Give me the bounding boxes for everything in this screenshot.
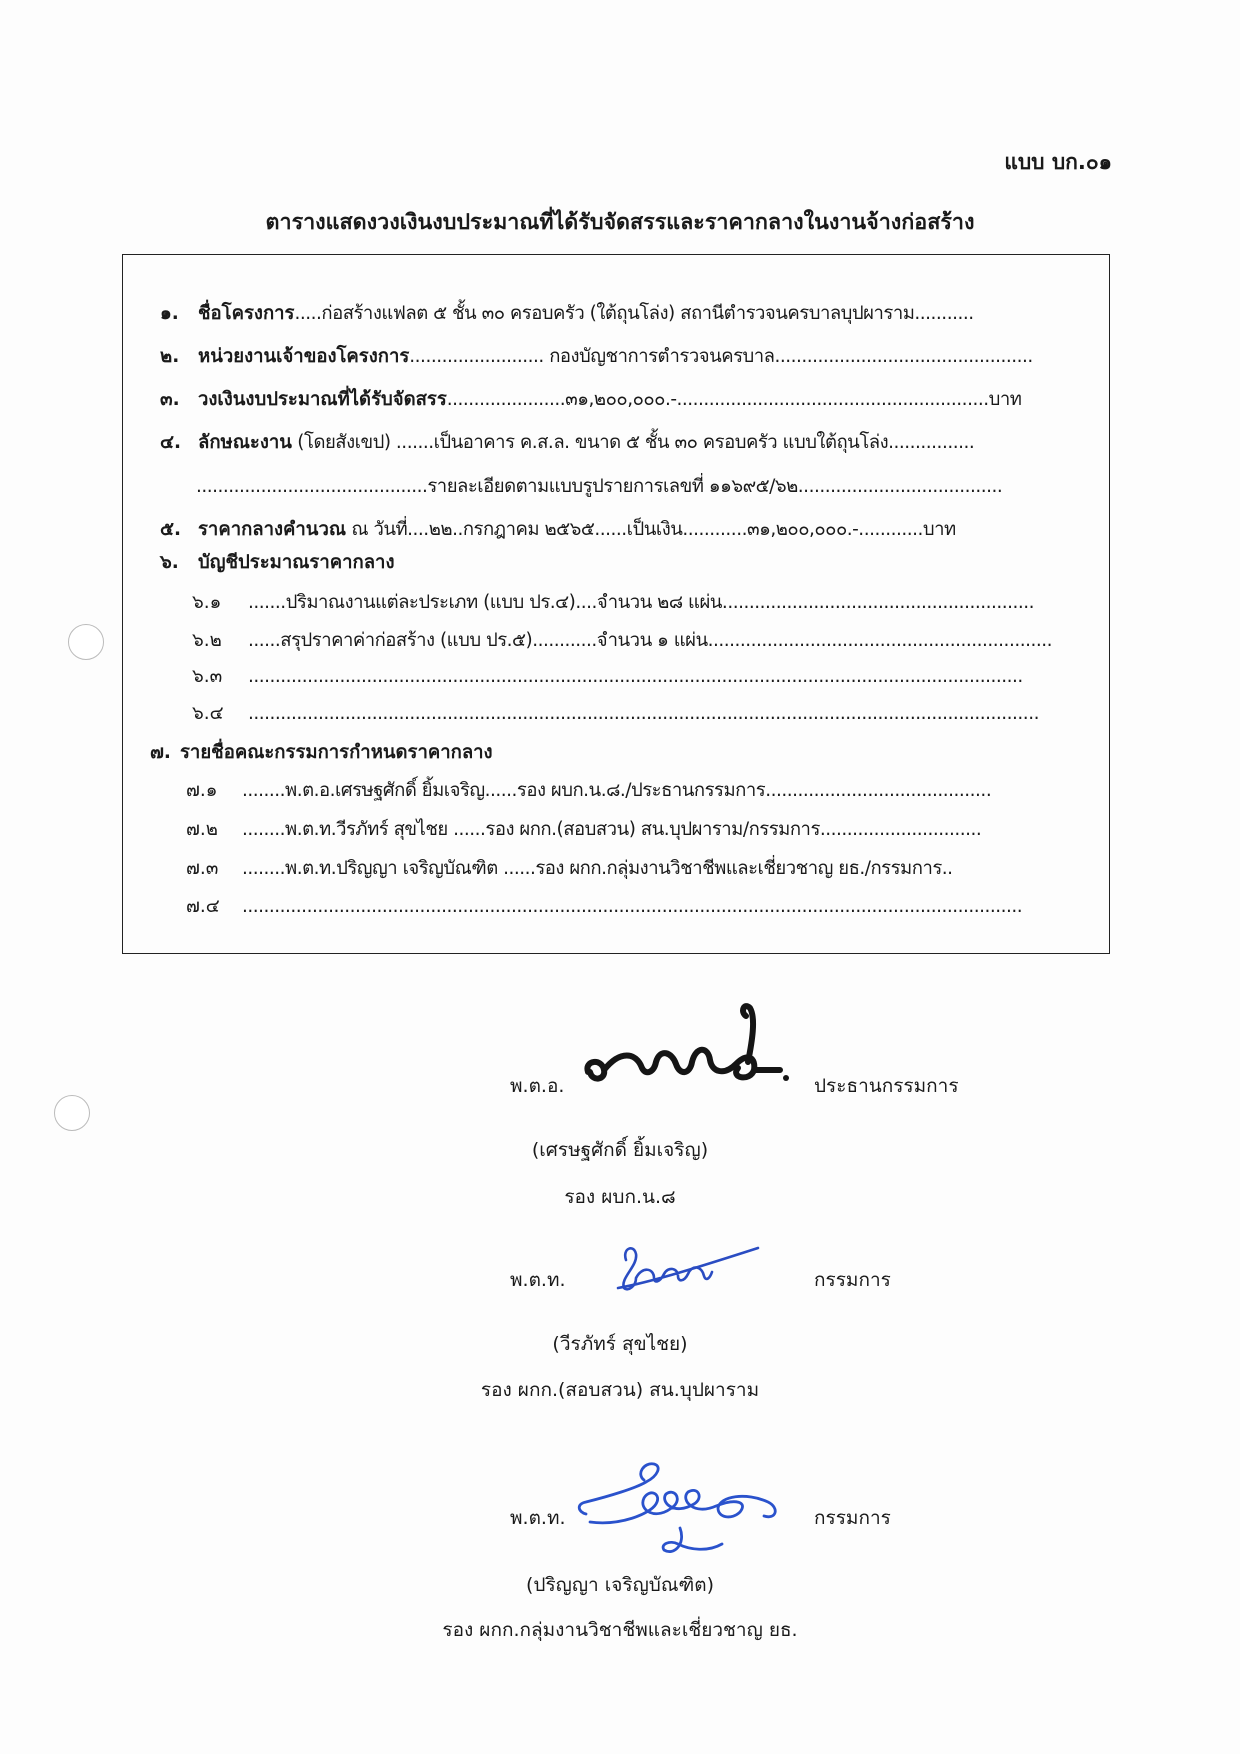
item-number: ๑.	[160, 303, 179, 324]
item-number: ๓.	[160, 389, 180, 410]
item-value: ......................๓๑,๒๐๐,๐๐๐.-..........................................................บาท	[446, 389, 1022, 410]
sub-item-text: ......สรุปราคาค่าก่อสร้าง (แบบ ปร.๕)............จำนวน ๑ แผ่น................................................................	[248, 630, 1052, 651]
item-label: ราคากลางคำนวณ	[198, 519, 347, 540]
signature-name: (วีรภัทร์ สุขไชย)	[552, 1333, 688, 1355]
sub-item-number: ๖.๔	[192, 703, 224, 724]
item-median-price	[160, 517, 956, 543]
sub-item-number: ๗.๓	[186, 858, 219, 879]
item-number: ๒.	[160, 346, 180, 367]
form-code: แบบ บก.๐๑	[1004, 150, 1112, 174]
item-label: หน่วยงานเจ้าของโครงการ	[198, 346, 410, 367]
signature-position: รอง ผบก.น.๘	[564, 1186, 676, 1208]
item-value-continued: ...........................................รายละเอียดตามแบบรูปรายการเลขที่ ๑๑๖๙๕/๖๒......................................	[196, 476, 1003, 497]
signature-committee-1	[612, 1226, 762, 1301]
item-owner-agency	[160, 344, 1033, 370]
item-value: ......................... กองบัญชาการตำรวจนครบาล................................................	[409, 346, 1033, 367]
sub-item	[186, 894, 1022, 920]
signature-name: (เศรษฐศักดิ์ ยิ้มเจริญ)	[531, 1139, 709, 1161]
sub-item	[186, 778, 991, 804]
signature-chairman	[580, 1002, 790, 1092]
item-number: ๕.	[160, 519, 182, 540]
signature-role: ประธานกรรมการ	[814, 1075, 959, 1097]
sub-item-number: ๗.๑	[186, 780, 218, 801]
item-label: ลักษณะงาน	[198, 432, 292, 453]
item-value: .....ก่อสร้างแฟลต ๕ ชั้น ๓๐ ครอบครัว (ใต้ถุนโล่ง) สถานีตำรวจนครบาลบุปผาราม...........	[294, 303, 974, 324]
item-value: (โดยสังเขป) .......เป็นอาคาร ค.ส.ล. ขนาด ๕ ชั้น ๓๐ ครอบครัว แบบใต้ถุนโล่ง................	[291, 432, 975, 453]
item-number: ๗.	[150, 742, 171, 763]
sub-item	[186, 817, 981, 843]
sub-item-text: ........พ.ต.ท.ปริญญา เจริญบัณฑิต ......รอง ผกก.กลุ่มงานวิชาชีพและเชี่ยวชาญ ยธ./กรรมการ..	[242, 858, 953, 879]
item-work-description-detail	[196, 474, 1002, 500]
signature-name: (ปริญญา เจริญบัณฑิต)	[526, 1574, 714, 1596]
signature-role: กรรมการ	[814, 1507, 891, 1529]
sub-item	[192, 628, 1052, 654]
item-label: บัญชีประมาณราคากลาง	[198, 552, 395, 573]
item-work-description	[160, 430, 974, 456]
page-title: ตารางแสดงวงเงินงบประมาณที่ได้รับจัดสรรและราคากลางในงานจ้างก่อสร้าง	[265, 210, 975, 235]
sub-item-number: ๖.๑	[192, 592, 222, 613]
sub-item	[186, 856, 953, 882]
punch-hole	[54, 1095, 90, 1131]
signature-committee-2	[570, 1458, 790, 1563]
signature-rank: พ.ต.ท.	[510, 1507, 566, 1529]
item-label: ชื่อโครงการ	[198, 303, 295, 324]
item-price-estimate-list	[160, 550, 394, 576]
sub-item-text: .......ปริมาณงานแต่ละประเภท (แบบ ปร.๔)....จำนวน ๒๘ แผ่น..........................................................	[248, 592, 1035, 613]
signature-role: กรรมการ	[814, 1269, 891, 1291]
sub-item	[192, 701, 1039, 727]
signature-position: รอง ผกก.กลุ่มงานวิชาชีพและเชี่ยวชาญ ยธ.	[442, 1619, 798, 1641]
item-committee-list	[150, 740, 493, 766]
sub-item-number: ๗.๔	[186, 896, 220, 917]
sub-item-text: ........พ.ต.อ.เศรษฐศักดิ์ ยิ้มเจริญ......รอง ผบก.น.๘./ประธานกรรมการ..........................................	[242, 780, 992, 801]
sub-item-number: ๖.๓	[192, 666, 223, 687]
item-value: ณ วันที่....๒๒..กรกฎาคม ๒๕๖๕......เป็นเงิน............๓๑,๒๐๐,๐๐๐.-............บาท	[346, 519, 956, 540]
item-label: วงเงินงบประมาณที่ได้รับจัดสรร	[198, 389, 447, 410]
item-number: ๖.	[160, 552, 179, 573]
sub-item-text: .................................................................................................................................................	[242, 896, 1023, 917]
sub-item	[192, 590, 1034, 616]
item-budget	[160, 387, 1021, 413]
signature-rank: พ.ต.อ.	[510, 1075, 565, 1097]
punch-hole	[68, 624, 104, 660]
sub-item-number: ๖.๒	[192, 630, 222, 651]
item-number: ๔.	[160, 432, 182, 453]
sub-item-number: ๗.๒	[186, 819, 218, 840]
signature-position: รอง ผกก.(สอบสวน) สน.บุปผาราม	[480, 1379, 760, 1401]
sub-item-text: ........พ.ต.ท.วีรภัทร์ สุขไชย ......รอง ผกก.(สอบสวน) สน.บุปผาราม/กรรมการ..............................	[242, 819, 982, 840]
sub-item	[192, 664, 1023, 690]
item-label: รายชื่อคณะกรรมการกำหนดราคากลาง	[180, 742, 493, 763]
signature-rank: พ.ต.ท.	[510, 1269, 566, 1291]
item-project-name	[160, 301, 974, 327]
sub-item-text: ...................................................................................................................................................	[248, 703, 1039, 724]
sub-item-text: ................................................................................................................................................	[248, 666, 1023, 687]
